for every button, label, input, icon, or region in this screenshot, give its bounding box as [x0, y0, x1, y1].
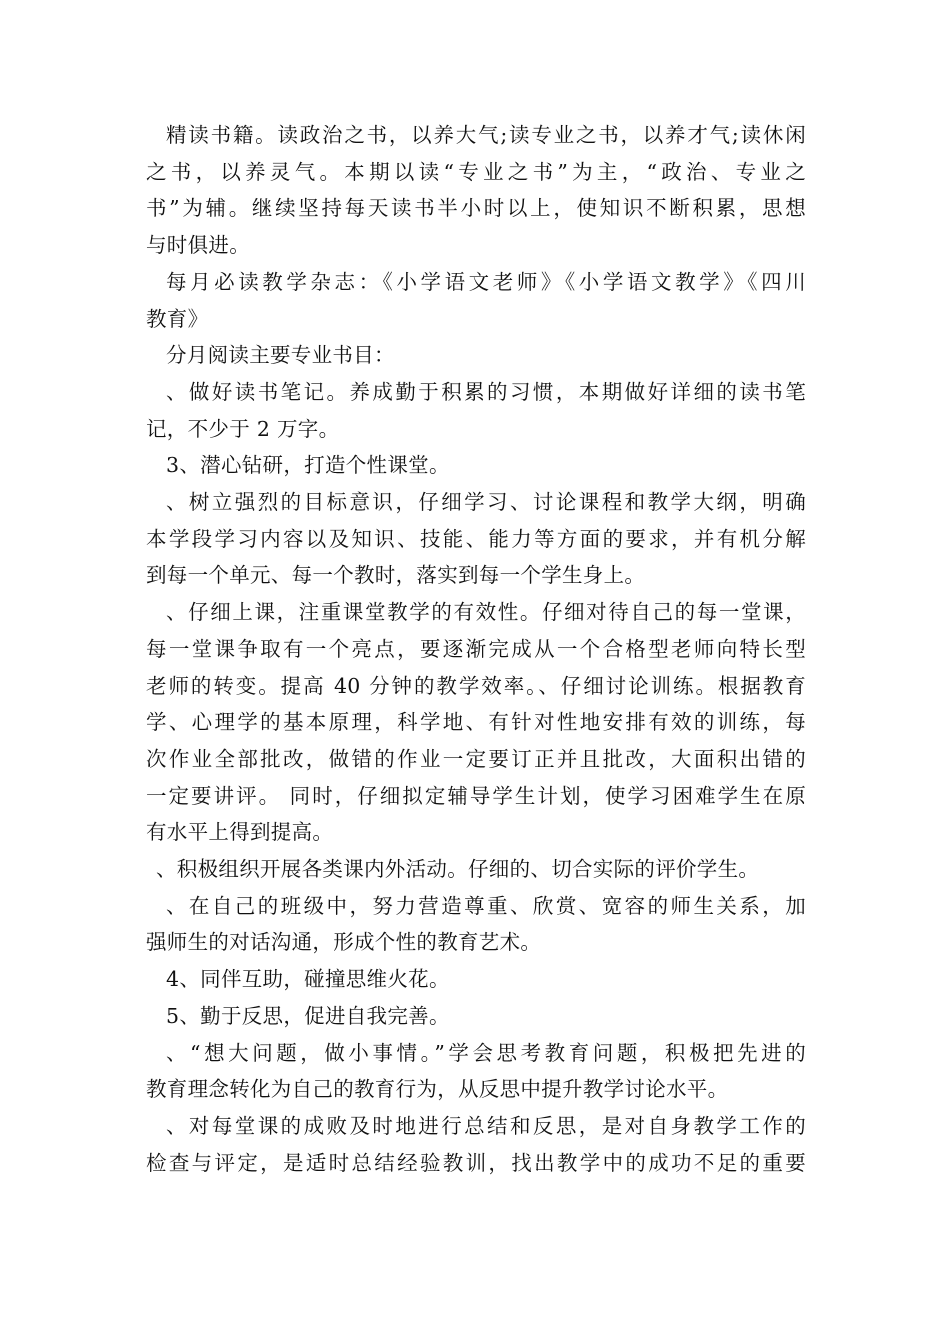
text-line: 每月必读教学杂志：《小学语文老师》《小学语文教学》《四川 [166, 269, 806, 294]
text-line: 、在自己的班级中，努力营造尊重、欣赏、宽容的师生关系，加 [166, 893, 806, 918]
text-line: 5、勤于反思，促进自我完善。 [166, 1003, 450, 1028]
paragraph [146, 264, 806, 337]
text-line: 本学段学习内容以及知识、技能、能力等方面的要求，并有机分解 [146, 526, 806, 551]
text-line: 记，不少于 2 万字。 [146, 416, 340, 441]
text-line: 、仔细上课，注重课堂教学的有效性。仔细对待自己的每一堂课， [166, 600, 806, 625]
text-line: 每一堂课争取有一个亮点，要逐渐完成从一个合格型老师向特长型 [146, 636, 806, 661]
text-line: 学、心理学的基本原理，科学地、有针对性地安排有效的训练，每 [146, 710, 806, 735]
text-line: 4、同伴互助，碰撞思维火花。 [166, 967, 450, 992]
text-line: 、对每堂课的成败及时地进行总结和反思，是对自身教学工作的 [166, 1113, 806, 1138]
text-line: 教育》 [146, 306, 209, 331]
text-line: 之书，以养灵气。本期以读“专业之书”为主，“政治、专业之 [146, 159, 806, 184]
paragraph [146, 594, 806, 851]
text-line: 书”为辅。继续坚持每天读书半小时以上，使知识不断积累，思想 [146, 196, 806, 221]
text-line: 一定要讲评。 同时，仔细拟定辅导学生计划，使学习困难学生在原 [146, 783, 806, 808]
text-line: 次作业全部批改，做错的作业一定要订正并且批改，大面积出错的 [146, 746, 806, 771]
text-line: 、积极组织开展各类课内外活动。仔细的、切合实际的评价学生。 [156, 857, 760, 882]
paragraph [146, 484, 806, 594]
paragraph [146, 888, 806, 961]
text-line: 有水平上得到提高。 [146, 820, 334, 845]
paragraph [146, 961, 806, 998]
text-line: 精读书籍。读政治之书，以养大气;读专业之书，以养才气;读休闲 [166, 123, 806, 147]
text-line: 强师生的对话沟通，形成个性的教育艺术。 [146, 930, 542, 955]
text-line: 3、潜心钻研，打造个性课堂。 [166, 453, 450, 478]
text-line: 到每一个单元、每一个教时，落实到每一个学生身上。 [146, 563, 646, 588]
text-line: 、“想大问题，做小事情。”学会思考教育问题，积极把先进的 [166, 1040, 806, 1065]
text-line: 、树立强烈的目标意识，仔细学习、讨论课程和教学大纲，明确 [166, 490, 806, 515]
text-line: 、做好读书笔记。养成勤于积累的习惯，本期做好详细的读书笔 [166, 379, 806, 404]
document-body [146, 117, 806, 1181]
paragraph [146, 447, 806, 484]
text-line: 与时俱进。 [146, 233, 250, 258]
text-line: 老师的转变。提高 40 分钟的教学效率。、仔细讨论训练。根据教育 [146, 673, 806, 698]
paragraph [146, 851, 806, 888]
text-line: 教育理念转化为自己的教育行为，从反思中提升教学讨论水平。 [146, 1077, 729, 1102]
paragraph [146, 117, 806, 264]
paragraph [146, 998, 806, 1035]
paragraph [146, 1035, 806, 1108]
text-line: 分月阅读主要专业书目： [166, 343, 395, 368]
paragraph [146, 374, 806, 447]
text-line: 检查与评定，是适时总结经验教训，找出教学中的成功不足的重要 [146, 1150, 806, 1175]
paragraph [146, 1108, 806, 1181]
paragraph [146, 337, 806, 374]
